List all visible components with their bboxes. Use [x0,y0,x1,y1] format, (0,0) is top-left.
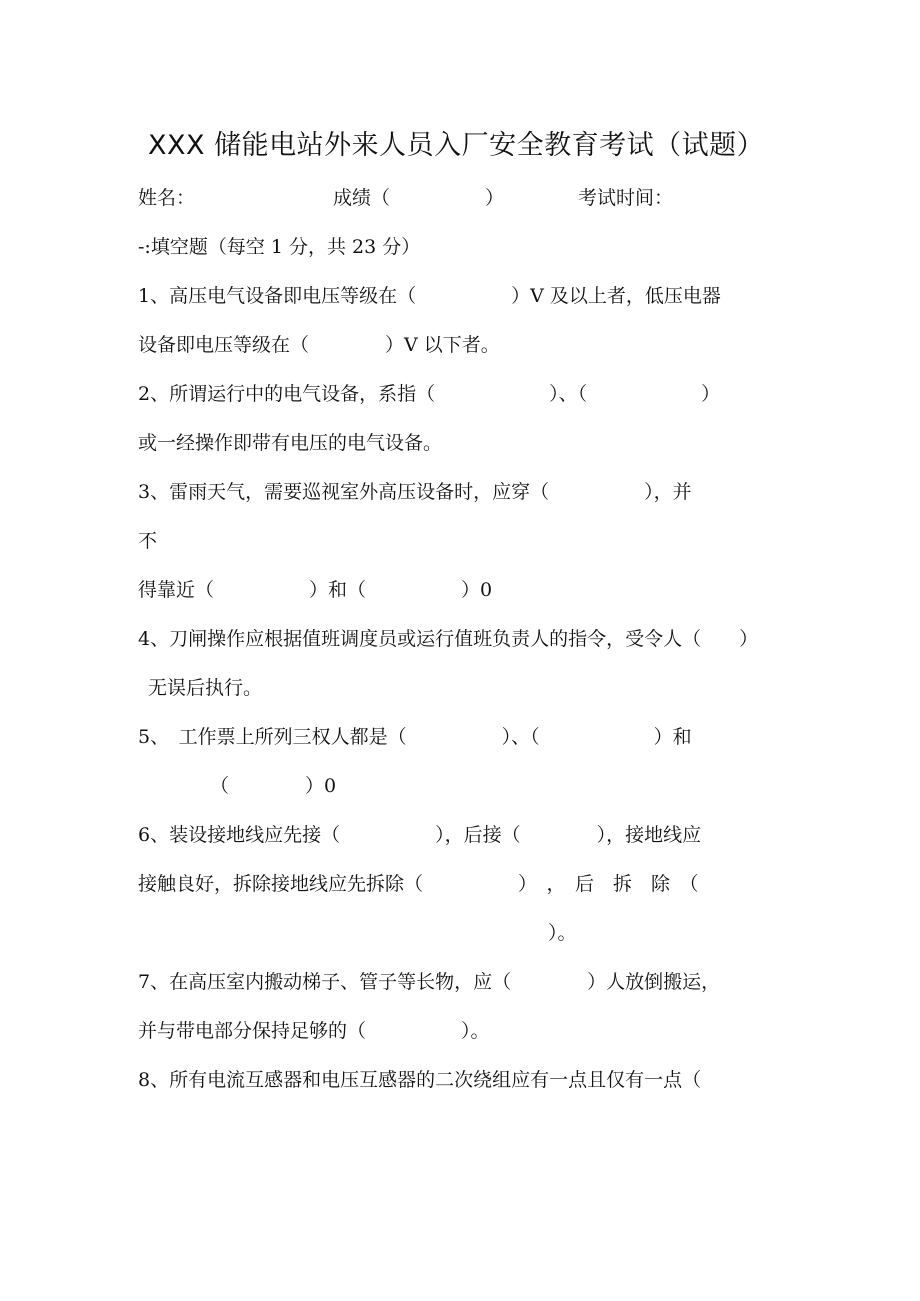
question-5-line-2: （ ）0 [210,775,337,797]
question-7-line-1: 7、在高压室内搬动梯子、管子等长物，应（ ）人放倒搬运， [138,971,721,993]
question-3-line-3: 得靠近（ ）和（ ）0 [138,579,493,601]
exam-title: XXX 储能电站外来人员入厂安全教育考试（试题） [148,130,765,161]
question-8-line-1: 8、所有电流互感器和电压互感器的二次绕组应有一点且仅有一点（ [138,1069,702,1091]
question-6-line-1: 6、装设接地线应先接（ ），后接（ ），接地线应 [138,824,702,846]
question-2-line-2: 或一经操作即带有电压的电气设备。 [138,432,443,454]
question-4-line-1: 4、刀闸操作应根据值班调度员或运行值班负责人的指令，受令人（ ） [138,628,759,650]
score-label: 成绩（ ） [333,187,505,209]
question-6-line-2: 接触良好，拆除接地线应先拆除（ ） ， 后 拆 除 （ [138,873,699,895]
question-1-line-2: 设备即电压等级在（ ）V 以下者。 [138,334,500,356]
question-3-line-2: 不 [138,530,158,552]
question-4-line-2: 无误后执行。 [148,677,263,699]
name-label: 姓名： [138,187,196,209]
section-heading: -:填空题（每空 1 分，共 23 分） [138,236,421,258]
exam-time-label: 考试时间： [578,187,674,209]
question-5-line-1: 5、 工作票上所列三权人都是（ ）、（ ）和 [138,726,692,748]
question-3-line-1: 3、雷雨天气，需要巡视室外高压设备时，应穿（ ），并 [138,481,692,503]
question-1-line-1: 1、高压电气设备即电压等级在（ ）V 及以上者，低压电器 [138,285,721,307]
question-7-line-2: 并与带电部分保持足够的（ ）。 [138,1020,490,1042]
question-6-line-3: ）。 [548,922,577,944]
question-2-line-1: 2、所谓运行中的电气设备，系指（ ）、（ ） [138,383,721,405]
